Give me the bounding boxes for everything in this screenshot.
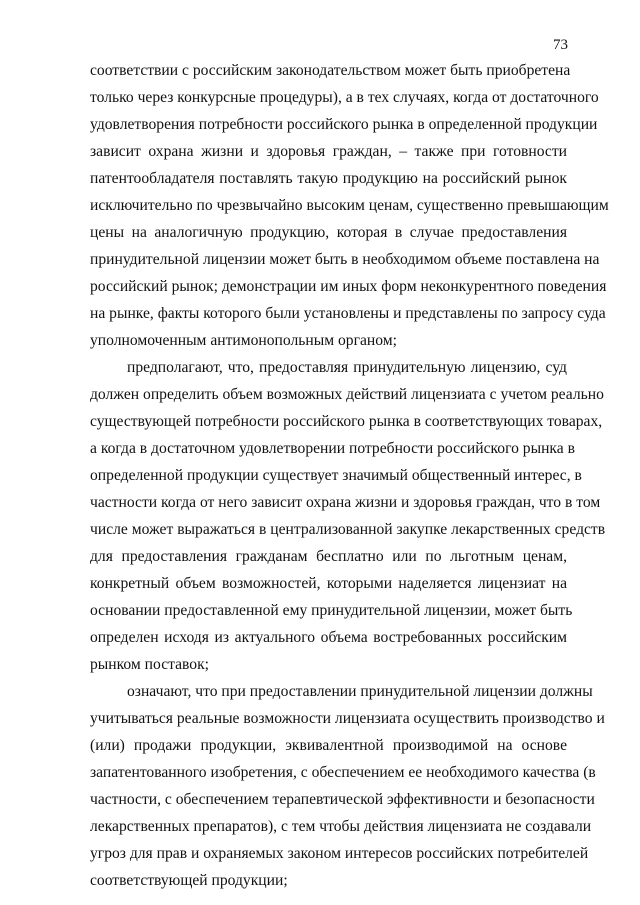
text-line: конкретный объем возможностей, которыми наделяется лицензиат на [90, 575, 567, 592]
text-line: зависит охрана жизни и здоровья граждан, – также при готовности [90, 143, 567, 160]
text-line: патентообладателя поставлять такую продукцию на российский рынок [90, 170, 567, 187]
text-line: рынком поставок; [90, 656, 210, 673]
text-line: частности, с обеспечением терапевтической эффективности и безопасности [90, 791, 595, 808]
text-line: российский рынок; демонстрации им иных форм неконкурентного поведения [90, 278, 607, 295]
text-line: существующей потребности российского рынка в соответствующих товарах, [90, 413, 603, 430]
text-line: определен исходя из актуального объема востребованных российским [90, 629, 567, 646]
text-line: лекарственных препаратов), с тем чтобы действия лицензиата не создавали [90, 818, 592, 835]
paragraph-first-line: означают, что при предоставлении принудительной лицензии должны [127, 683, 593, 700]
text-line: учитываться реальные возможности лицензиата осуществить производство и [90, 710, 605, 727]
text-line: исключительно по чрезвычайно высоким ценам, существенно превышающим [90, 197, 609, 214]
paragraph-first-line: предполагают, что, предоставляя принудительную лицензию, суд [127, 359, 567, 376]
page-number: 73 [553, 37, 568, 53]
text-line: удовлетворения потребности российского рынка в определенной продукции [90, 116, 598, 133]
text-line: соответствии с российским законодательством может быть приобретена [90, 62, 571, 79]
text-line: основании предоставленной ему принудительной лицензии, может быть [90, 602, 573, 619]
text-line: запатентованного изобретения, с обеспечением ее необходимого качества (в [90, 764, 596, 781]
text-line: угроз для прав и охраняемых законом интересов российских потребителей [90, 845, 589, 862]
text-line: только через конкурсные процедуры), а в тех случаях, когда от достаточного [90, 89, 599, 106]
text-line: на рынке, факты которого были установлены и представлены по запросу суда [90, 305, 606, 322]
text-line: определенной продукции существует значимый общественный интерес, в [90, 467, 582, 484]
text-line: принудительной лицензии может быть в необходимом объеме поставлена на [90, 251, 600, 268]
text-line: для предоставления гражданам бесплатно или по льготным ценам, [90, 548, 567, 565]
text-line: соответствующей продукции; [90, 872, 288, 889]
text-line: уполномоченным антимонопольным органом; [90, 332, 397, 349]
text-line: а когда в достаточном удовлетворении потребности российского рынка в [90, 440, 575, 457]
text-line: должен определить объем возможных действий лицензиата с учетом реально [90, 386, 604, 403]
text-line: частности когда от него зависит охрана жизни и здоровья граждан, что в том [90, 494, 601, 511]
text-line: (или) продажи продукции, эквивалентной производимой на основе [90, 737, 567, 754]
text-line: числе может выражаться в централизованной закупке лекарственных средств [90, 521, 606, 538]
text-line: цены на аналогичную продукцию, которая в случае предоставления [90, 224, 567, 241]
